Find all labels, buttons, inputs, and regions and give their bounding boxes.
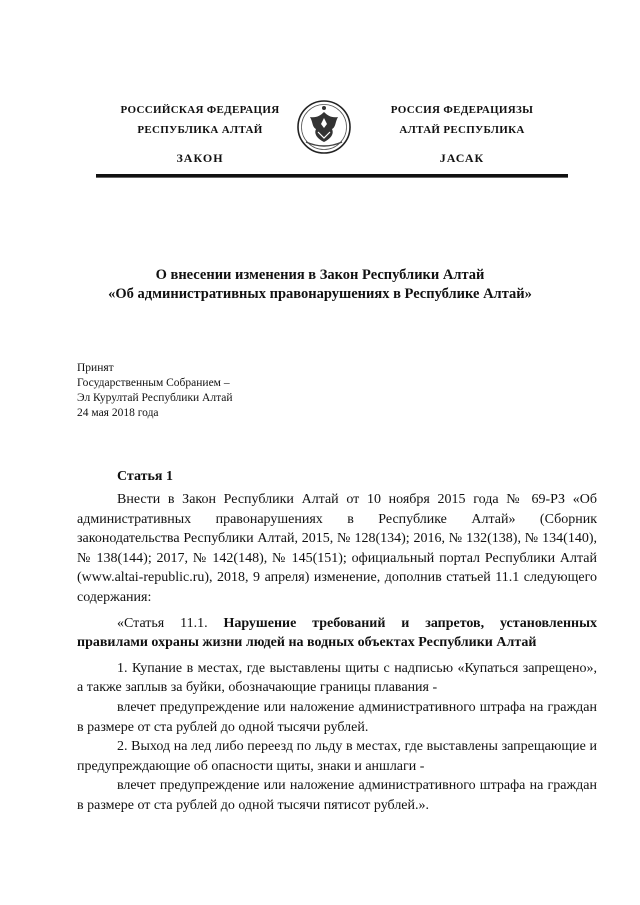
clause-2-penalty: влечет предупреждение или наложение административного штрафа на граждан в размере от ста рублей до одной тысячи пятисот рублей.». [77, 778, 597, 813]
new-article-title: Нарушение требований и запретов, установленных правилами охраны жизни людей на водных объектах Республики Алтай [77, 615, 598, 651]
article-body [77, 490, 597, 816]
title-line-1: О внесении изменения в Закон Республики Алтай [155, 267, 485, 283]
header-right-law: ЈАСАК [439, 151, 485, 165]
header-left-country: РОССИЙСКАЯ ФЕДЕРАЦИЯ [120, 104, 280, 116]
adoption-info [77, 361, 233, 421]
adopted-line-2: Государственным Собранием – [77, 377, 230, 389]
clause-1-penalty: влечет предупреждение или наложение административного штрафа на граждан в размере от ста рублей до одной тысячи рублей. [77, 699, 597, 735]
article-intro: Внести в Закон Республики Алтай от 10 ноября 2015 года № 69-РЗ «Об административных правонарушениях в Республике Алтай» (Сборник законодательства Республики Алтай, 2015, № 128(134); 2016, № 132(138), № 134(140), № 138(144); 2017, № 142(148), № 145(151); официальный портал Республики Алтай (www.altai-republic.ru), 2018, 9 апреля) изменение, дополнив статьей 11.1 следующего содержания: [77, 492, 597, 605]
header-right [352, 100, 572, 168]
header-left-law: ЗАКОН [176, 151, 224, 165]
document-title [60, 266, 580, 304]
clause-1: 1. Купание в местах, где выставлены щиты с надписью «Купаться запрещено», а также заплыв за буйки, обозначающие границы плавания - [77, 660, 597, 696]
header-left [90, 100, 310, 168]
header-left-republic: РЕСПУБЛИКА АЛТАЙ [137, 124, 263, 136]
title-line-2: «Об административных правонарушениях в Республике Алтай» [108, 286, 532, 302]
article-heading: Статья 1 [117, 469, 173, 484]
adopted-date: 24 мая 2018 года [77, 407, 159, 419]
header-divider [96, 174, 568, 178]
emblem-icon [296, 98, 352, 156]
header-right-country: РОССИЯ ФЕДЕРАЦИЯЗЫ [390, 104, 534, 116]
clause-2: 2. Выход на лед либо переезд по льду в местах, где выставлены запрещающие и предупреждающие об опасности щиты, знаки и аншлаги - [77, 739, 597, 774]
header-right-republic: АЛТАЙ РЕСПУБЛИКА [399, 124, 525, 136]
new-article-number: «Статья 11.1. [117, 615, 208, 631]
adopted-line-1: Принят [77, 362, 114, 374]
new-article-heading [77, 614, 597, 653]
adopted-line-3: Эл Курултай Республики Алтай [77, 392, 233, 404]
